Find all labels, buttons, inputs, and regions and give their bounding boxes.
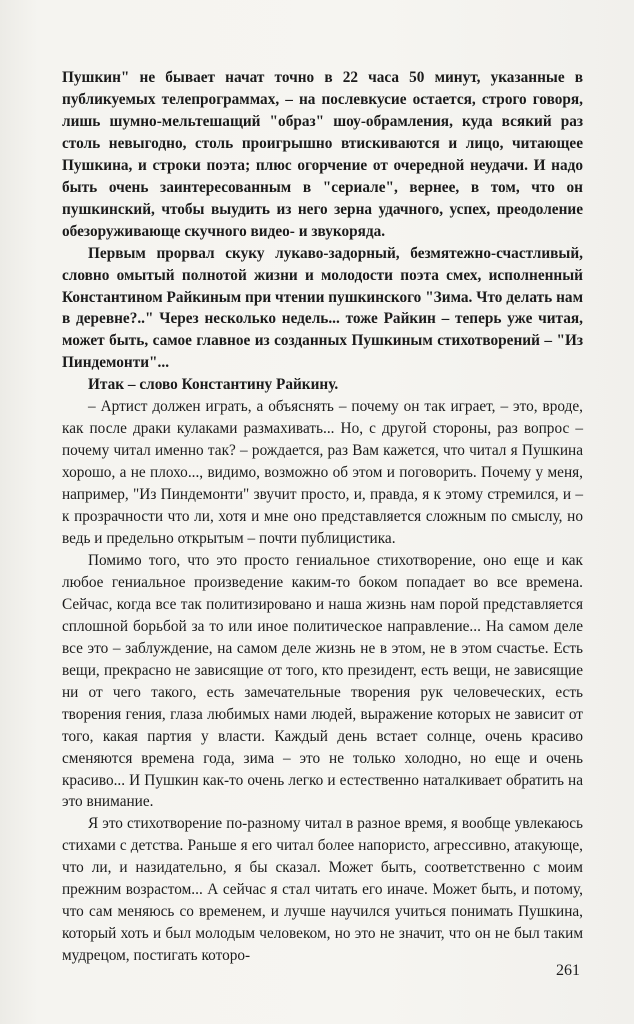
paragraph-6: Я это стихотворение по-разному читал в разное время, я вообще увлекаюсь стихами с детства. Раньше я его читал более напористо, агрессивно, атакующе, что ли, и назидательно, я бы сказал. Может быть, соответственно с моим прежним возрастом... А сейчас я стал читать его иначе. Может быть, и потому, что сам меняюсь со временем, и лучше научился учиться понимать Пушкина, который хоть и был молодым человеком, но это не значит, что он не был таким мудрецом, постигать которо- [62, 815, 583, 965]
paragraph-5: Помимо того, что это просто гениальное стихотворение, оно еще и как любое гениальное произведение каким-то боком попадает во все времена. Сейчас, когда все так политизировано и наша жизнь нам порой представляется сплошной борьбой за то или иное политическое направление... На самом деле все это – заблуждение, на самом деле жизнь не в этом, не в этом счастье. Есть вещи, прекрасно не зависящие от того, кто президент, есть вещи, не зависящие ни от чего такого, есть замечательные творения рук человеческих, есть творения гения, глаза любимых нами людей, выражение которых не зависит от того, какая партия у власти. Каждый день встает солнце, очень красиво сменяются времена года, зима – это не только холодно, но еще и очень красиво... И Пушкин как-то очень легко и естественно наталкивает обратить на это внимание. [62, 551, 583, 811]
paragraph-3: Итак – слово Константину Райкину. [88, 376, 339, 394]
paragraph-2: Первым прорвал скуку лукаво-задорный, безмятежно-счастливый, словно омытый полнотой жизни и молодости поэта смех, исполненный Константином Райкиным при чтении пушкинского "Зима. Что делать нам в деревне?.." Через несколько недель... тоже Райкин – теперь уже читая, может быть, самое главное из созданных Пушкиным стихотворений – "Из Пиндемонти"... [62, 244, 583, 372]
paragraph-4: – Артист должен играть, а объяснять – почему он так играет, – это, вроде, как после драки кулаками размахивать... Но, с другой стороны, раз вопрос – почему читал именно так? – рождается, раз Вам кажется, что читал я Пушкина хорошо, а не плохо..., видимо, возможно об этом и поговорить. Почему у меня, например, "Из Пиндемонти" звучит просто, и, правда, я к этому стремился, и – к прозрачности что ли, хотя и мне оно представляется сложным по смыслу, но ведь и предельно открытым – почти публицистика. [62, 398, 583, 548]
page-number: 261 [556, 962, 580, 979]
body-text [62, 67, 583, 967]
paragraph-1: Пушкин" не бывает начат точно в 22 часа 50 минут, указанные в публикуемых телепрограммах, – на послевкусие остается, строго говоря, лишь шумно-мельтешащий "образ" шоу-обрамления, куда всякий раз столь невыгодно, столь проигрышно втискиваются и лицо, читающее Пушкина, и строки поэта; плюс огорчение от очередной неудачи. И надо быть очень заинтересованным в "сериале", вернее, в том, что он пушкинский, чтобы выудить из него зерна удачного, успех, преодоление обезоруживающе скучного видео- и звукоряда. [62, 69, 583, 240]
